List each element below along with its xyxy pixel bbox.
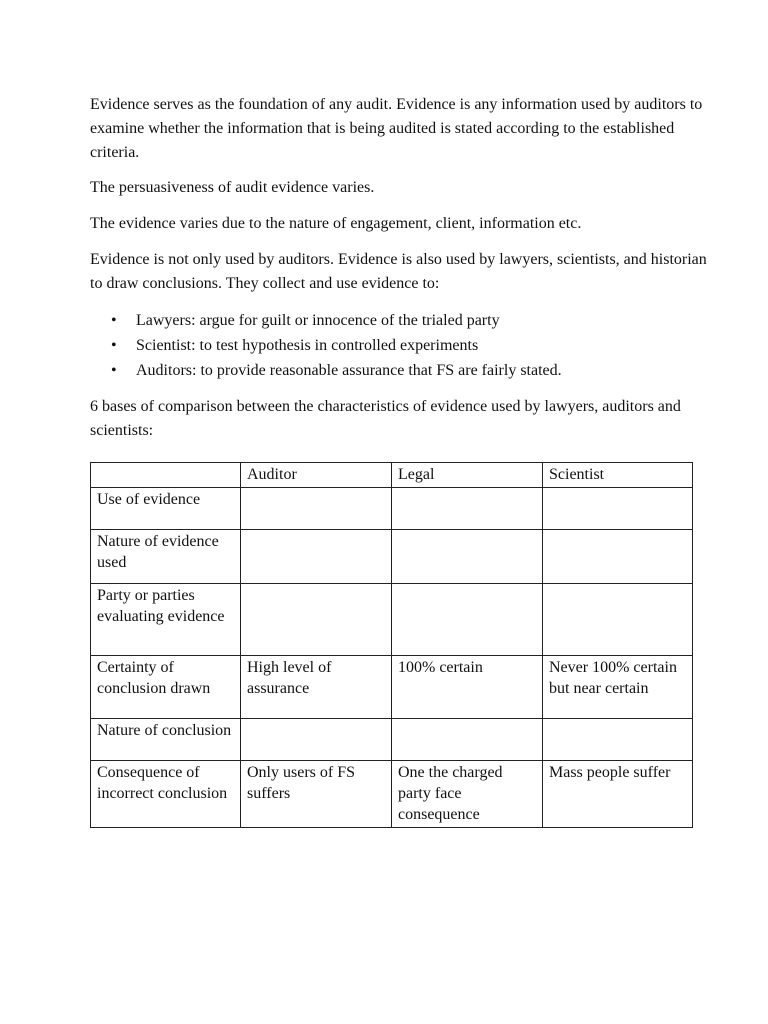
paragraph-other-users: Evidence is not only used by auditors. Evidence is also used by lawyers, scientists, and historian to draw conclusions. They collect and use evidence to: [90, 251, 707, 292]
table-cell: Consequence of incorrect conclusion [91, 761, 241, 828]
table-header-cell: Legal [392, 463, 543, 488]
table-cell [392, 488, 543, 530]
table-cell [543, 488, 693, 530]
table-cell: Never 100% certain but near certain [543, 656, 693, 719]
table-cell: Only users of FS suffers [241, 761, 392, 828]
table-cell [392, 584, 543, 656]
table-cell [543, 530, 693, 584]
table-header-cell [91, 463, 241, 488]
table-cell [241, 584, 392, 656]
bullet-list [90, 308, 710, 383]
table-cell [241, 719, 392, 761]
table-cell [543, 584, 693, 656]
bullet-item-auditors: • Auditors: to provide reasonable assurance that FS are fairly stated. [136, 358, 710, 383]
paragraph-evidence-varies: The evidence varies due to the nature of engagement, client, information etc. [90, 215, 582, 232]
table-cell [241, 530, 392, 584]
table-row [91, 761, 693, 828]
table-cell: Mass people suffer [543, 761, 693, 828]
table-cell: High level of assurance [241, 656, 392, 719]
table-cell [543, 719, 693, 761]
table-cell [241, 488, 392, 530]
table-cell [392, 530, 543, 584]
paragraph-comparison-intro: 6 bases of comparison between the characteristics of evidence used by lawyers, auditors and scientists: [90, 398, 681, 439]
table-cell: 100% certain [392, 656, 543, 719]
bullet-item-scientist: • Scientist: to test hypothesis in controlled experiments [136, 333, 710, 358]
table-cell [392, 719, 543, 761]
bullet-item-lawyers: • Lawyers: argue for guilt or innocence of the trialed party [136, 308, 710, 333]
table-header-row [91, 463, 693, 488]
table-cell: Nature of evidence used [91, 530, 241, 584]
paragraph-evidence-definition: Evidence serves as the foundation of any audit. Evidence is any information used by auditors to examine whether the information that is being audited is stated according to the established criteria. [90, 96, 703, 161]
table-row [91, 584, 693, 656]
paragraph-persuasiveness: The persuasiveness of audit evidence varies. [90, 179, 375, 196]
table-cell: One the charged party face consequence [392, 761, 543, 828]
comparison-table [90, 462, 693, 828]
table-row [91, 719, 693, 761]
table-header-cell: Scientist [543, 463, 693, 488]
table-cell: Use of evidence [91, 488, 241, 530]
table-row [91, 656, 693, 719]
table-cell: Certainty of conclusion drawn [91, 656, 241, 719]
table-cell: Party or parties evaluating evidence [91, 584, 241, 656]
table-header-cell: Auditor [241, 463, 392, 488]
table-cell: Nature of conclusion [91, 719, 241, 761]
table-row [91, 488, 693, 530]
table-row [91, 530, 693, 584]
document-body [90, 93, 710, 455]
